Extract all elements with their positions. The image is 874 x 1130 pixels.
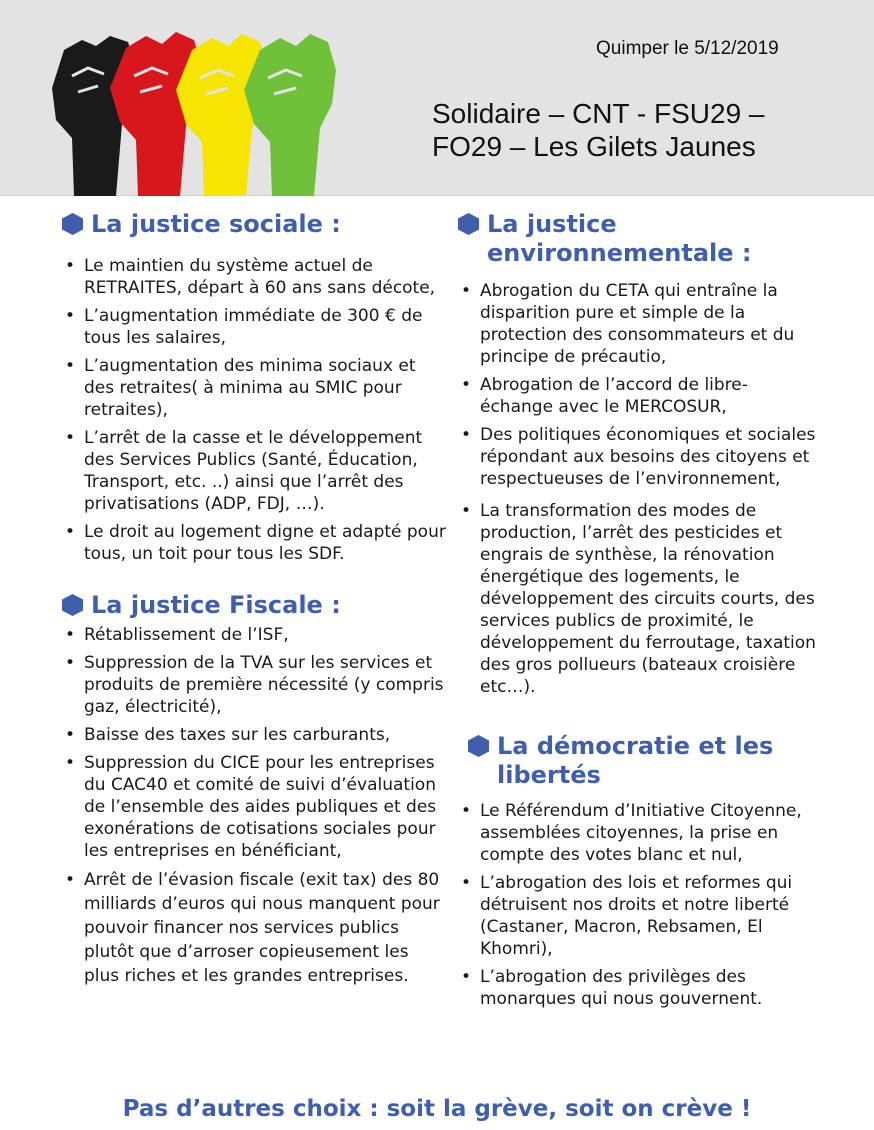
section-title-line-2: libertés bbox=[497, 761, 601, 789]
list-democratie-libertes bbox=[458, 800, 818, 1010]
list-item: • Le maintien du système actuel de RETRAITES, départ à 60 ans sans décote, bbox=[62, 255, 447, 299]
hexagon-bullet-icon bbox=[458, 213, 479, 235]
left-column bbox=[62, 210, 447, 988]
section-title-line-1: La démocratie et les bbox=[497, 732, 774, 760]
list-justice-environnementale bbox=[458, 280, 818, 698]
section-title-line-1: La justice bbox=[487, 210, 617, 238]
section-title-justice-environnementale bbox=[458, 210, 818, 268]
list-item: • L’abrogation des privilèges des monarques qui nous gouvernent. bbox=[458, 966, 818, 1010]
list-item: • La transformation des modes de production, l’arrêt des pesticides et engrais de synthèse, la rénovation énergétique des logements, le développement des circuits courts, des services publics de proximité, le développement du ferroutage, taxation des gros pollueurs (bateaux croisière etc…). bbox=[458, 500, 818, 698]
list-item: • L’abrogation des lois et reformes qui détruisent nos droits et notre liberté (Castaner, Macron, Rebsamen, El Khomri), bbox=[458, 872, 818, 960]
footer-slogan: Pas d’autres choix : soit la grève, soit on crève ! bbox=[122, 1096, 752, 1122]
hexagon-bullet-icon bbox=[468, 735, 489, 757]
organizations bbox=[432, 97, 862, 163]
section-title-line-2: environnementale : bbox=[487, 239, 752, 267]
list-item: • Baisse des taxes sur les carburants, bbox=[62, 724, 447, 746]
section-title-democratie-libertes bbox=[468, 732, 818, 790]
list-item: • L’augmentation immédiate de 300 € de tous les salaires, bbox=[62, 305, 447, 349]
header-banner bbox=[0, 0, 874, 196]
organizations-line-1: Solidaire – CNT - FSU29 – bbox=[432, 98, 765, 129]
section-title-justice-fiscale bbox=[62, 591, 447, 620]
list-item: • L’arrêt de la casse et le développement des Services Publics (Santé, Éducation, Transport, etc. ..) ainsi que l’arrêt des privatisations (ADP, FDJ, …). bbox=[62, 427, 447, 515]
list-justice-fiscale bbox=[62, 624, 447, 988]
raised-fists-logo bbox=[44, 28, 364, 196]
list-item: • Suppression de la TVA sur les services et produits de première nécessité (y compris gaz, électricité), bbox=[62, 652, 447, 718]
list-item: • Suppression du CICE pour les entreprises du CAC40 et comité de suivi d’évaluation de l’ensemble des aides publiques et des exonérations de cotisations sociales pour les entreprises en bénéficiant, bbox=[62, 752, 447, 862]
list-item: • Des politiques économiques et sociales répondant aux besoins des citoyens et respectueuses de l’environnement, bbox=[458, 424, 818, 490]
right-column bbox=[458, 210, 818, 1010]
section-title-text: La justice sociale : bbox=[91, 210, 341, 238]
list-item: • Abrogation de l’accord de libre-échange avec le MERCOSUR, bbox=[458, 374, 818, 418]
hexagon-bullet-icon bbox=[62, 594, 83, 616]
date-location: Quimper le 5/12/2019 bbox=[596, 38, 779, 59]
section-title-text: La justice Fiscale : bbox=[91, 591, 341, 619]
list-item: • L’augmentation des minima sociaux et des retraites( à minima au SMIC pour retraites), bbox=[62, 355, 447, 421]
list-item: • Le droit au logement digne et adapté pour tous, un toit pour tous les SDF. bbox=[62, 521, 447, 565]
list-item: • Abrogation du CETA qui entraîne la disparition pure et simple de la protection des consommateurs et du principe de précautio, bbox=[458, 280, 818, 368]
fist-green bbox=[244, 34, 336, 196]
list-item: • Le Référendum d’Initiative Citoyenne, assemblées citoyennes, la prise en compte des votes blanc et nul, bbox=[458, 800, 818, 866]
list-justice-sociale bbox=[62, 255, 447, 565]
section-title-justice-sociale bbox=[62, 210, 447, 239]
list-item: • Rétablissement de l’ISF, bbox=[62, 624, 447, 646]
list-item: • Arrêt de l’évasion fiscale (exit tax) des 80 milliards d’euros qui nous manquent pour pouvoir financer nos services publics plutôt que d’arroser copieusement les plus riches et les grandes entreprises. bbox=[62, 868, 447, 988]
hexagon-bullet-icon bbox=[62, 213, 83, 235]
organizations-line-2: FO29 – Les Gilets Jaunes bbox=[432, 131, 756, 162]
